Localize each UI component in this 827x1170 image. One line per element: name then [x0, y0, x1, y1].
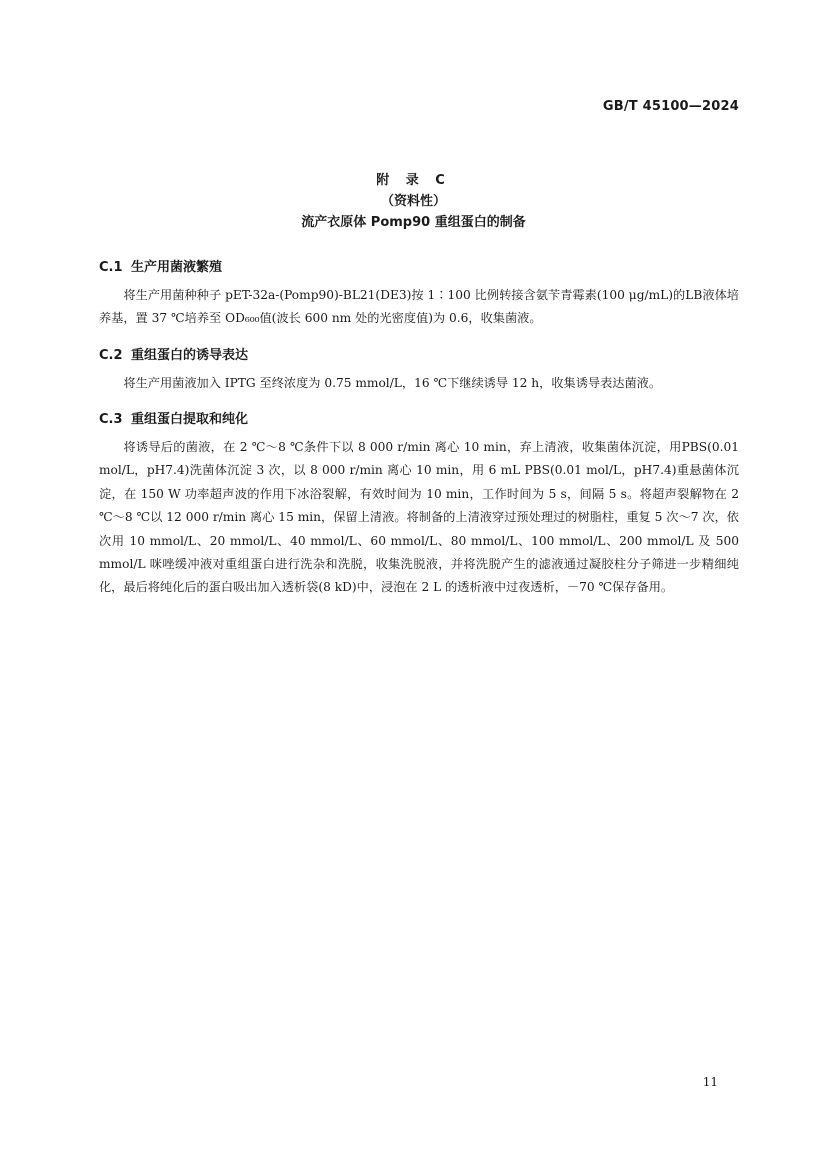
- section-c1: [99, 258, 739, 331]
- section-c3: [99, 410, 739, 600]
- section-number: C.1: [99, 260, 123, 275]
- section-heading: [99, 258, 739, 278]
- section-number: C.3: [99, 412, 123, 427]
- appendix-heading: [0, 170, 827, 233]
- section-title: 生产用菌液繁殖: [131, 260, 223, 275]
- standard-number: GB/T 45100—2024: [602, 99, 739, 114]
- section-heading: [99, 410, 739, 430]
- appendix-title: 流产衣原体 Pomp90 重组蛋白的制备: [301, 215, 526, 230]
- section-paragraph: 将诱导后的菌液，在 2 ℃～8 ℃条件下以 8 000 r/min 离心 10 min，弃上清液，收集菌体沉淀，用PBS(0.01 mol/L，pH7.4)洗菌体沉淀 3 次，以 8 000 r/min 离心 10 min，用 6 mL PBS(0.01 mol/L，pH7.4)重悬菌体沉淀，在 150 W 功率超声波的作用下冰浴裂解，有效时间为 10 min，工作时间为 5 s，间隔 5 s。将超声裂解物在 2 ℃～8 ℃以 12 000 r/min 离心 15 min，保留上清液。将制备的上清液穿过预处理过的树脂柱，重复 5 次～7 次，依次用 10 mmol/L、20 mmol/L、40 mmol/L、60 mmol/L、80 mmol/L、100 mmol/L、200 mmol/L 及 500 mmol/L 咪唑缓冲液对重组蛋白进行洗杂和洗脱，收集洗脱液，并将洗脱产生的滤液通过凝胶柱分子筛进一步精细纯化，最后将纯化后的蛋白吸出加入透析袋(8 kD)中，浸泡在 2 L 的透析液中过夜透析，－70 ℃保存备用。: [99, 440, 739, 595]
- section-number: C.2: [99, 348, 123, 363]
- appendix-type: （资料性）: [380, 194, 446, 209]
- section-paragraph: 将生产用菌液加入 IPTG 至终浓度为 0.75 mmol/L，16 ℃下继续诱导 12 h，收集诱导表达菌液。: [123, 376, 662, 390]
- section-heading: [99, 346, 739, 366]
- section-title: 重组蛋白的诱导表达: [131, 348, 249, 363]
- page-number: 11: [702, 1075, 718, 1089]
- section-c2: [99, 346, 739, 395]
- section-title: 重组蛋白提取和纯化: [131, 412, 249, 427]
- section-paragraph: 将生产用菌种种子 pET-32a-(Pomp90)-BL21(DE3)按 1∶100 比例转接含氨苄青霉素(100 μg/mL)的LB液体培养基，置 37 ℃培养至 OD₆₀₀值(波长 600 nm 处的光密度值)为 0.6，收集菌液。: [99, 288, 739, 326]
- appendix-label: 附 录 C: [376, 173, 451, 188]
